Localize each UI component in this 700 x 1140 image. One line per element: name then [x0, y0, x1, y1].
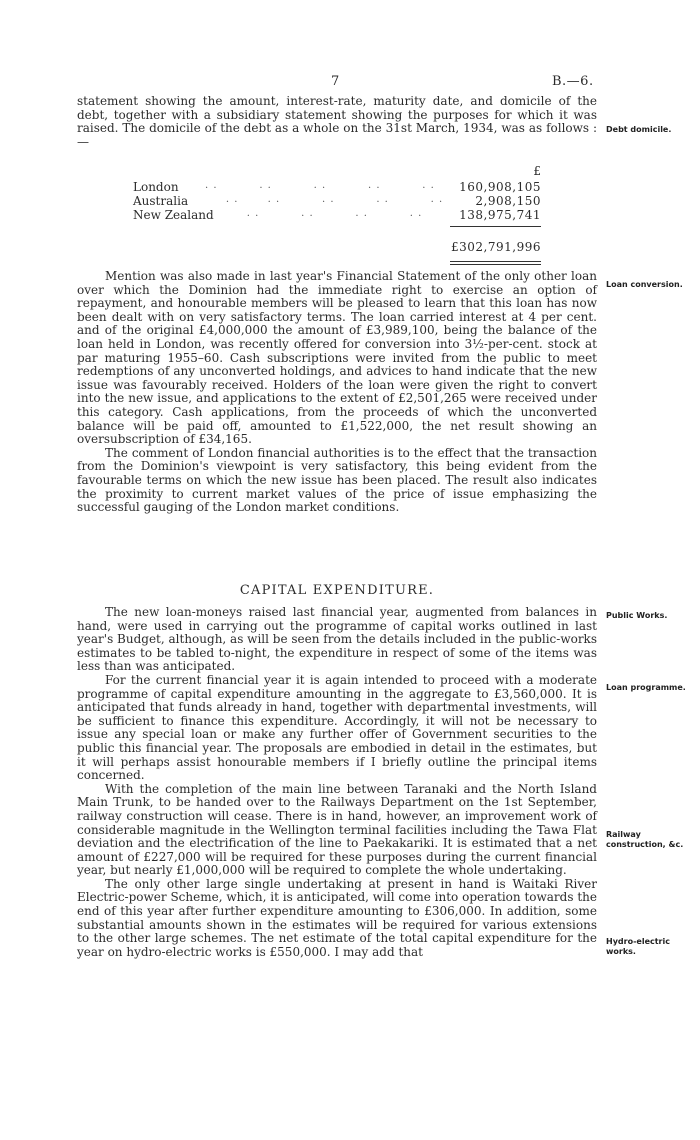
margin-note-loan-conversion: Loan conversion. — [606, 280, 683, 289]
debt-place-label: New Zealand — [133, 208, 214, 222]
margin-note-railway-construction: Railway construction, &c. — [606, 830, 684, 849]
section-heading: CAPITAL EXPENDITURE. — [239, 583, 435, 598]
paragraph-text: The new loan-moneys raised last financial year, augmented from balances in hand, were used in carrying out the programme of capital works outlined in last year's Budget, although, as will be seen from the details included in the public-works estimates to be tabled to-night, the expenditure in respect of some of the items was less than was anticipated. — [77, 605, 597, 674]
margin-note-debt-domicile: Debt domicile. — [606, 125, 672, 134]
paragraph-text: For the current financial year it is again intended to proceed with a moderate programme of capital expenditure amounting in the aggregate to £3,560,000. It is anticipated that funds already in hand, together with departmental investments, will be sufficient to finance this expenditure. Accordingly, it will not be necessary to issue any special loan or make any further offer of Government securities to the public this financial year. The proposals are embodied in detail in the estimates, but it will perhaps assist honourable members if I briefly outline the principal items concerned. — [77, 672, 597, 783]
debt-total: £302,791,996 — [451, 240, 541, 254]
debt-amount: 2,908,150 — [475, 194, 541, 208]
paragraph-loan-conversion — [77, 270, 597, 515]
margin-note-loan-programme: Loan programme. — [606, 683, 686, 692]
table-row — [133, 208, 541, 222]
margin-note-hydro-electric: Hydro-electric works. — [606, 937, 670, 956]
leader-dots: . . . . . . . . . . — [205, 180, 435, 191]
debt-amount: 138,975,741 — [459, 208, 541, 222]
paragraph-capital-expenditure — [77, 606, 597, 959]
paragraph-text: Mention was also made in last year's Financial Statement of the only other loan over which the Dominion had the immediate right to exercise an option of repayment, and honourable members will be pleased to learn that this loan has now been dealt with on very satisfactory terms. The loan carried interest at 4 per cent. and of the original £4,000,000 the amount of £3,989,100, being the balance of the loan held in London, was recently offered for conversion into 3½-per-cent. stock at par maturing 1955–60. Cash subscriptions were invited from the public to meet redemptions of any unconverted holdings, and advices to hand indicate that the new issue was favourably received. Holders of the loan were given the right to convert into the new issue, and applications to the extent of £2,501,265 were received under this category. Cash applications, from the proceeds of which the unconverted balance will be paid off, amounted to £1,522,000, the net result showing an oversubscription of £34,165. — [77, 269, 597, 447]
paragraph-text: statement showing the amount, interest-rate, maturity date, and domicile of the debt, together with a subsidiary statement showing the purposes for which it was raised. The domicile of the debt as a whole on the 31st March, 1934, was as follows :— — [77, 94, 597, 149]
currency-symbol: £ — [533, 164, 541, 178]
leader-dots: . . . . . . . . . . — [205, 194, 444, 205]
document-reference: B.—6. — [552, 74, 594, 89]
debt-place-label: London — [133, 180, 179, 194]
table-row — [133, 180, 541, 194]
leader-dots: . . . . . . . . — [205, 208, 423, 219]
double-rule — [450, 261, 541, 265]
margin-note-public-works: Public Works. — [606, 611, 668, 620]
paragraph-text: The only other large single undertaking at present in hand is Waitaki River Electric-power Scheme, which, it is anticipated, will come into operation towards the end of this year after further expenditure amounting to £306,000. In addition, some substantial amounts shown in the estimates will be required for various extensions to the other large schemes. The net estimate of the total capital expenditure for the year on hydro-electric works is £550,000. I may add that — [77, 876, 597, 959]
total-rule — [450, 226, 541, 227]
page-number: 7 — [331, 74, 340, 89]
paragraph-text: The comment of London financial authorities is to the effect that the transaction from the Dominion's viewpoint is very satisfactory, this being evident from the favourable terms on which the new issue has been placed. The result also indicates the proximity to current market values of the price of issue emphasizing the successful gauging of the London market conditions. — [77, 445, 597, 515]
paragraph-text: With the completion of the main line between Taranaki and the North Island Main Trunk, to be handed over to the Railways Department on the 1st September, railway construction will cease. There is in hand, however, an improvement work of considerable magnitude in the Wellington terminal facilities including the Tawa Flat deviation and the electrification of the line to Paekakariki. It is estimated that a net amount of £227,000 will be required for these purposes during the current financial year, but nearly £1,000,000 will be required to complete the whole undertaking. — [77, 781, 597, 878]
paragraph-domicile-intro — [77, 95, 597, 149]
debt-amount: 160,908,105 — [459, 180, 541, 194]
table-row — [133, 194, 541, 208]
debt-place-label: Australia — [133, 194, 189, 208]
